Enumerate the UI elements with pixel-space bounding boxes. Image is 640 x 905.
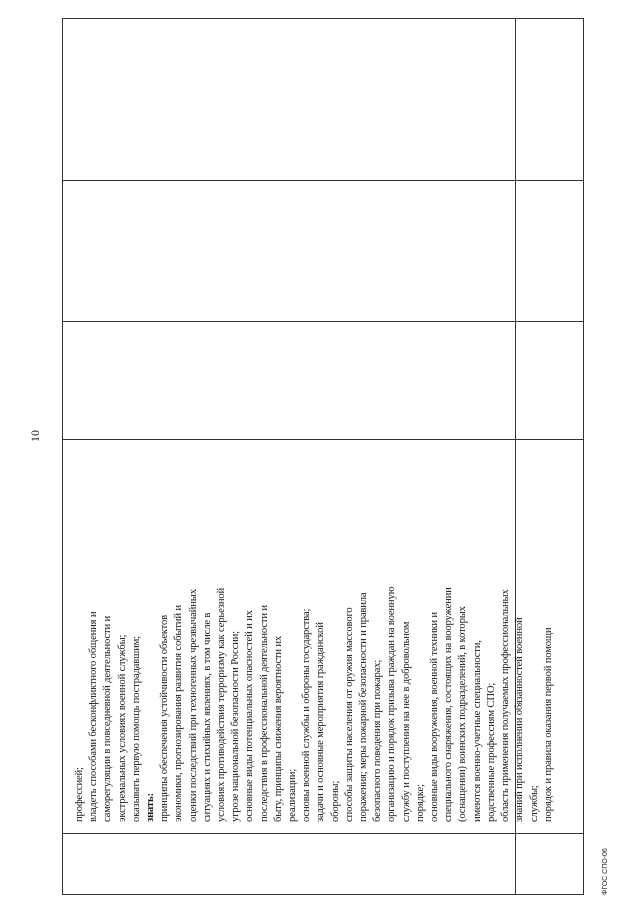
- text-line: порядке;: [414, 784, 426, 822]
- document-footer: ФГОС СПО-06: [602, 848, 609, 895]
- table-col-divider: [63, 833, 583, 834]
- text-line: специального снаряжения, состоящих на вооружении: [443, 587, 455, 822]
- text-line: область применения получаемых профессиональных: [500, 589, 512, 822]
- text-line: знаний при исполнении обязанностей военной: [514, 617, 526, 822]
- text-line: службы;: [528, 785, 540, 822]
- text-line: имеются военно-учетные специальности,: [471, 640, 483, 822]
- text-line: быту, принципы снижения вероятности их: [272, 635, 284, 822]
- text-line: саморегуляции в повседневной деятельности и: [102, 615, 114, 822]
- text-line: безопасного поведения при пожарах;: [372, 659, 384, 822]
- text-line: профессией;: [74, 767, 85, 822]
- text-line: ситуациях и стихийных явлениях, в том числе в: [201, 612, 213, 822]
- text-line: принципы обеспечения устойчивости объектов: [159, 615, 171, 822]
- text-line: экстремальных условиях военной службы;: [116, 634, 128, 822]
- text-line: основные виды вооружения, военной техники и: [429, 612, 441, 822]
- text-line: службу и поступления на нее в добровольном: [400, 621, 412, 822]
- text-line: организацию и порядок призыва граждан на военную: [386, 586, 398, 822]
- requirements-text: [73, 447, 556, 822]
- table-col-divider: [63, 439, 583, 440]
- page-number: 10: [28, 430, 42, 442]
- table-col-divider: [63, 180, 583, 181]
- table-col-divider: [63, 321, 583, 322]
- text-line: угрозе национальной безопасности России;: [230, 631, 242, 822]
- text-line: порядок и правила оказания первой помощи: [542, 627, 554, 822]
- section-heading-znat: знать:: [145, 793, 157, 822]
- text-line: задачи и основные мероприятия гражданской: [315, 622, 327, 822]
- text-line: реализации;: [287, 768, 299, 822]
- text-line: основы военной службы и обороны государства;: [301, 608, 313, 822]
- text-line: обороны;: [329, 780, 341, 822]
- text-line: последствия в профессиональной деятельности и: [258, 605, 270, 822]
- text-line: способы защиты населения от оружия массового: [343, 607, 355, 822]
- text-line: оказывать первую помощь пострадавшим;: [130, 636, 142, 822]
- text-line: владеть способами бесконфликтного общения и: [88, 611, 100, 822]
- text-line: поражения; меры пожарной безопасности и правила: [358, 592, 370, 822]
- text-line: родственные профессиям СПО;: [485, 682, 497, 822]
- text-line: (оснащении) воинских подразделений, в которых: [457, 606, 469, 822]
- text-line: основные виды потенциальных опасностей и их: [244, 610, 256, 822]
- text-line: оценки последствий при техногенных чрезвычайных: [187, 589, 199, 822]
- text-line: условиях противодействия терроризму как серьезной: [216, 587, 228, 822]
- text-line: экономики, прогнозирования развития событий и: [173, 605, 185, 822]
- competency-table: [62, 18, 584, 895]
